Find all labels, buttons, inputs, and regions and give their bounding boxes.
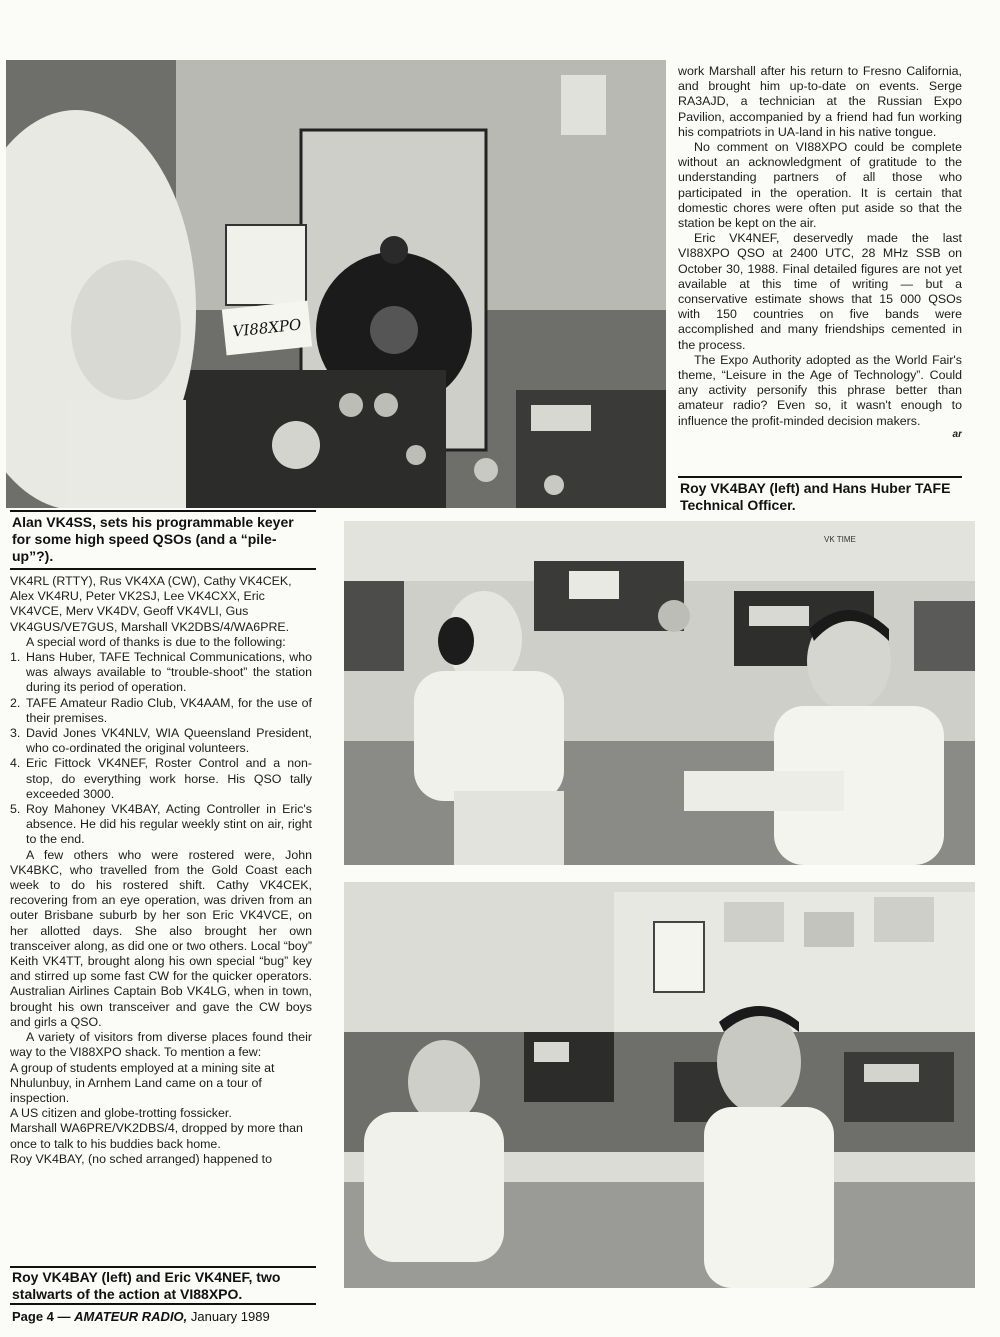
paragraph-visitors: A variety of visitors from diverse places found their way to the VI88XPO shack. To mention a few: <box>10 1030 312 1060</box>
photo-roy-hans <box>344 521 975 865</box>
photo-roy-eric-illustration <box>344 882 975 1288</box>
clock-label-vk-time: VK TIME <box>824 535 856 544</box>
caption-rule-alan <box>10 510 316 512</box>
paragraph-callsigns: VK4RL (RTTY), Rus VK4XA (CW), Cathy VK4CEK, Alex VK4RU, Peter VK2SJ, Lee VK4CXX, Eric VK4VCE, Merv VK4DV, Geoff VK4VLI, Gus VK4GUS/VE7GUS, Marshall VK2DBS/4/WA6PRE. <box>10 574 292 634</box>
caption-rule-alan-bottom <box>10 568 316 570</box>
paragraph-thanks: A special word of thanks is due to the following: <box>26 634 286 649</box>
thanks-list <box>10 650 312 848</box>
list-item: 2. TAFE Amateur Radio Club, VK4AAM, for the use of their premises. <box>10 695 312 725</box>
photo-roy-hans-illustration <box>344 521 975 865</box>
caption-rule-roy-eric-bottom <box>10 1303 316 1305</box>
page-number: Page 4 — <box>12 1309 75 1324</box>
handwritten-card: VI88XPO <box>222 301 312 356</box>
caption-rule-roy-eric <box>10 1266 316 1268</box>
paragraph-us-citizen: A US citizen and globe-trotting fossicker. <box>10 1106 232 1121</box>
caption-roy-eric: Roy VK4BAY (left) and Eric VK4NEF, two stalwarts of the action at VI88XPO. <box>12 1269 281 1302</box>
photo-station-keyer-illustration <box>6 60 666 508</box>
left-column-text <box>10 574 312 1264</box>
paragraph-marshall: Marshall WA6PRE/VK2DBS/4, dropped by more than once to talk to his buddies back home. <box>10 1121 303 1151</box>
paragraph-rostered-others: A few others who were rostered were, John VK4BKC, who travelled from the Gold Coast each week to do his rostered shift. Cathy VK4CEK, recovering from an eye operation, was driven from an outer Brisbane suburb by her son Eric VK4VCE, on her allotted days. She also brought her own transceiver along, as did one or two others. Local “boy” Keith VK4TT, brought along his own special “bug” key and stirred up some fast CW for the quicker operators. Australian Airlines Captain Bob VK4LG, when in town, brought his own transceiver and gave the CW boys and girls a QSO. <box>10 847 312 1029</box>
paragraph-students: A group of students employed at a mining site at Nhulunbuy, in Arnhem Land came on a tour of inspection. <box>10 1060 275 1105</box>
caption-alan: Alan VK4SS, sets his programmable keyer for some high speed QSOs (and a “pile-up”?). <box>12 514 294 564</box>
end-mark: ar <box>952 428 962 440</box>
photo-roy-eric <box>344 882 975 1288</box>
caption-rule-roy-hans <box>678 476 962 478</box>
list-item: 4. Eric Fittock VK4NEF, Roster Control and a non-stop, do everything work horse. His QSO tally exceeded 3000. <box>10 756 312 801</box>
list-item: 5. Roy Mahoney VK4BAY, Acting Controller in Eric's absence. He did his regular weekly stint on air, right to the end. <box>10 802 312 847</box>
paragraph-expo-theme: The Expo Authority adopted as the World Fair's theme, “Leisure in the Age of Technology”. Could any activity personify this phrase better than amateur radio? Even so, it wasn't enough to influence the profit-minded decision makers. <box>678 352 962 428</box>
paragraph-last-qso: Eric VK4NEF, deservedly made the last VI88XPO QSO at 2400 UTC, 28 MHz SSB on October 30, 1988. Final detailed figures are not yet available at this time of writing — but a conservative estimate shows that 15 000 QSOs with 150 countries on five bands were accomplished and many friendships cemented in the process. <box>678 231 962 352</box>
list-item: 3. David Jones VK4NLV, WIA Queensland President, who co-ordinated the original volunteers. <box>10 726 312 756</box>
right-column-text <box>678 64 962 470</box>
paragraph-roy: Roy VK4BAY, (no sched arranged) happened to <box>10 1151 272 1166</box>
page-footer <box>12 1309 270 1324</box>
caption-roy-hans: Roy VK4BAY (left) and Hans Huber TAFE Technical Officer. <box>680 480 951 513</box>
paragraph-expo-visitors: work Marshall after his return to Fresno California, and brought him up-to-date on events. Serge RA3AJD, a technician at the Russian Expo Pavilion, accompanied by a friend had fun working his compatriots in UA-land in his native tongue. <box>678 64 962 139</box>
issue-date: January 1989 <box>187 1309 270 1324</box>
paragraph-gratitude: No comment on VI88XPO could be complete without an acknowledgment of gratitude to the understanding partners of all those who participated in the operation. It is certain that domestic chores were often put aside so that the station be kept on the air. <box>678 140 962 231</box>
list-item: 1. Hans Huber, TAFE Technical Communications, who was always available to “trouble-shoot” the station during its period of operation. <box>10 650 312 695</box>
photo-station-keyer <box>6 60 666 508</box>
magazine-title: AMATEUR RADIO, <box>74 1309 188 1324</box>
